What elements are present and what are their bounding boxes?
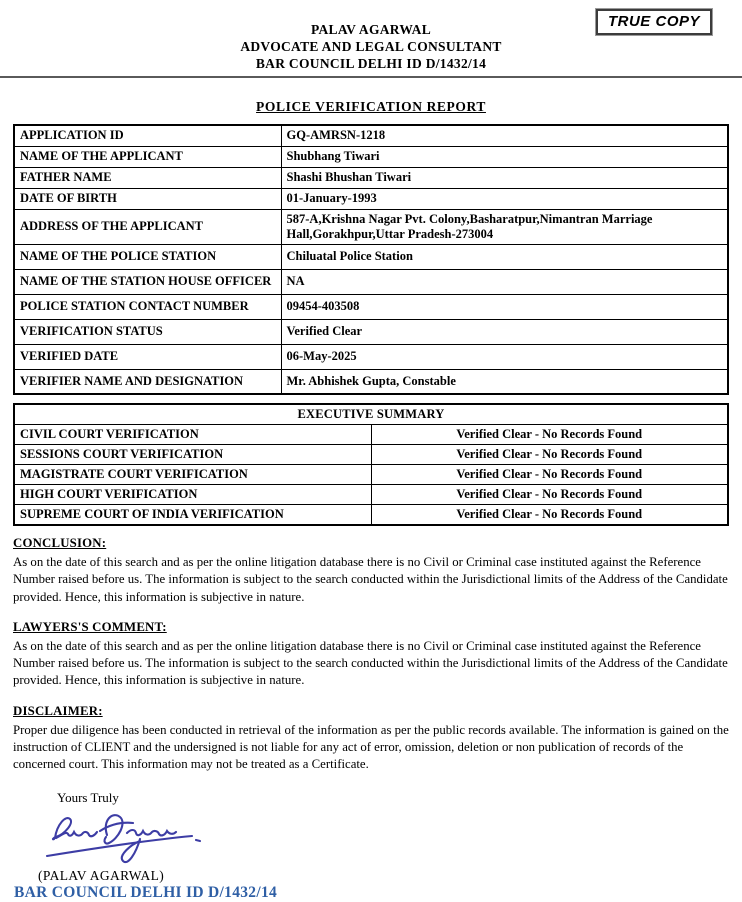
signature-ink-icon xyxy=(39,808,214,868)
detail-label: VERIFIER NAME AND DESIGNATION xyxy=(14,369,281,394)
detail-label: ADDRESS OF THE APPLICANT xyxy=(14,209,281,244)
detail-value: 587-A,Krishna Nagar Pvt. Colony,Basharatpur,Nimantran Marriage Hall,Gorakhpur,Uttar Pradesh-273004 xyxy=(281,209,728,244)
table-row xyxy=(14,188,728,209)
table-row xyxy=(14,125,728,146)
advocate-bar-id: BAR COUNCIL DELHI ID D/1432/14 xyxy=(255,56,487,71)
signatory-name: (PALAV AGARWAL) xyxy=(38,867,165,883)
lawyers-comment-heading: LAWYERS'S COMMENT: xyxy=(13,619,167,634)
true-copy-stamp: TRUE COPY xyxy=(596,9,712,35)
detail-value: 09454-403508 xyxy=(281,294,728,319)
detail-label: DATE OF BIRTH xyxy=(14,188,281,209)
conclusion-section xyxy=(13,536,729,606)
detail-value: Shubhang Tiwari xyxy=(281,146,728,167)
detail-label: APPLICATION ID xyxy=(14,125,281,146)
detail-value: 01-January-1993 xyxy=(281,188,728,209)
table-row xyxy=(14,485,728,505)
summary-label: MAGISTRATE COURT VERIFICATION xyxy=(14,465,371,485)
summary-label: SUPREME COURT OF INDIA VERIFICATION xyxy=(14,505,371,526)
table-row xyxy=(14,294,728,319)
closing-text: Yours Truly xyxy=(57,789,119,805)
detail-value: Chiluatal Police Station xyxy=(281,244,728,269)
disclaimer-section xyxy=(13,704,729,774)
table-row xyxy=(14,269,728,294)
detail-label: NAME OF THE APPLICANT xyxy=(14,146,281,167)
table-row xyxy=(14,244,728,269)
table-row xyxy=(14,445,728,465)
detail-value: GQ-AMRSN-1218 xyxy=(281,125,728,146)
summary-value: Verified Clear - No Records Found xyxy=(371,505,728,526)
signature xyxy=(39,808,729,868)
executive-summary-table xyxy=(13,403,729,526)
advocate-name: PALAV AGARWAL xyxy=(310,22,432,37)
table-row xyxy=(14,344,728,369)
summary-label: HIGH COURT VERIFICATION xyxy=(14,485,371,505)
table-row xyxy=(14,505,728,526)
detail-label: VERIFIED DATE xyxy=(14,344,281,369)
table-row xyxy=(14,167,728,188)
detail-value: Shashi Bhushan Tiwari xyxy=(281,167,728,188)
detail-value: 06-May-2025 xyxy=(281,344,728,369)
summary-value: Verified Clear - No Records Found xyxy=(371,445,728,465)
detail-label: POLICE STATION CONTACT NUMBER xyxy=(14,294,281,319)
table-row xyxy=(14,425,728,445)
conclusion-body: As on the date of this search and as per the online litigation database there is no Civil or Criminal case instituted against the Reference Number raised before us. The information is subject to the search conducted within the Jurisdictional limits of the Address of the Candidate provided. Hence, this information is subjective in nature. xyxy=(13,555,728,604)
table-row xyxy=(14,209,728,244)
table-row xyxy=(14,146,728,167)
summary-value: Verified Clear - No Records Found xyxy=(371,425,728,445)
disclaimer-heading: DISCLAIMER: xyxy=(13,703,103,718)
table-row xyxy=(14,319,728,344)
detail-label: VERIFICATION STATUS xyxy=(14,319,281,344)
table-row xyxy=(14,465,728,485)
detail-value: NA xyxy=(281,269,728,294)
summary-value: Verified Clear - No Records Found xyxy=(371,465,728,485)
signatory-bar-id: BAR COUNCIL DELHI ID D/1432/14 xyxy=(14,883,278,901)
detail-label: FATHER NAME xyxy=(14,167,281,188)
detail-label: NAME OF THE STATION HOUSE OFFICER xyxy=(14,269,281,294)
detail-value: Mr. Abhishek Gupta, Constable xyxy=(281,369,728,394)
detail-value: Verified Clear xyxy=(281,319,728,344)
advocate-title: ADVOCATE AND LEGAL CONSULTANT xyxy=(240,39,502,54)
summary-value: Verified Clear - No Records Found xyxy=(371,485,728,505)
applicant-details-table xyxy=(13,124,729,395)
summary-label: SESSIONS COURT VERIFICATION xyxy=(14,445,371,465)
table-row xyxy=(14,404,728,425)
lawyers-comment-section xyxy=(13,620,729,690)
conclusion-heading: CONCLUSION: xyxy=(13,536,107,550)
lawyers-comment-body: As on the date of this search and as per the online litigation database there is no Civil or Criminal case instituted against the Reference Number raised before us. The information is subject to the search conducted within the Jurisdictional limits of the Address of the Candidate provided. Hence, this information is subjective in nature. xyxy=(13,638,728,688)
header-divider xyxy=(0,76,742,78)
table-row xyxy=(14,369,728,394)
disclaimer-body: Proper due diligence has been conducted in retrieval of the information as per the public records available. The information is gained on the instruction of CLIENT and the undersigned is not liable for any act of error, omission, deletion or non publication of records of the concerned court. This information may not be treated as a Certificate. xyxy=(13,722,729,772)
detail-label: NAME OF THE POLICE STATION xyxy=(14,244,281,269)
page-title: POLICE VERIFICATION REPORT xyxy=(256,99,486,114)
summary-label: CIVIL COURT VERIFICATION xyxy=(14,425,371,445)
executive-summary-title: EXECUTIVE SUMMARY xyxy=(14,404,728,425)
